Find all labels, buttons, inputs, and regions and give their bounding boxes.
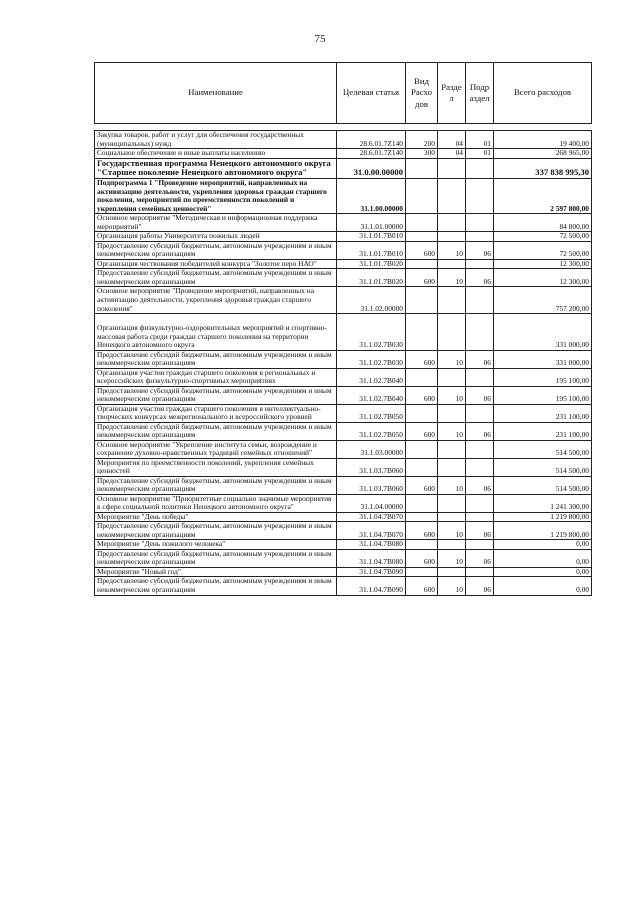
row-section bbox=[438, 259, 466, 269]
row-subsection: 06 bbox=[466, 422, 494, 440]
row-section: 10 bbox=[438, 422, 466, 440]
table-body bbox=[95, 124, 592, 596]
row-subsection: 06 bbox=[466, 476, 494, 494]
header-name: Наименование bbox=[95, 63, 337, 124]
row-subsection: 01 bbox=[466, 131, 494, 149]
table-row bbox=[95, 179, 592, 214]
row-amount: 2 597 800,00 bbox=[494, 179, 592, 214]
row-section bbox=[438, 494, 466, 512]
row-name: Основное мероприятие "Методическая и информационная поддержка мероприятий" bbox=[95, 214, 337, 232]
row-expense-type bbox=[406, 368, 438, 386]
row-amount: 12 300,00 bbox=[494, 269, 592, 287]
table-row bbox=[95, 386, 592, 404]
row-name: Мероприятие "День пожилого человека" bbox=[95, 540, 337, 550]
row-section bbox=[438, 214, 466, 232]
row-name: Предоставление субсидий бюджетным, автономным учреждениям и иным некоммерческим организациям bbox=[95, 422, 337, 440]
row-subsection bbox=[466, 179, 494, 214]
row-expense-type bbox=[406, 287, 438, 314]
row-name: Закупка товаров, работ и услуг для обеспечения государственных (муниципальных) нужд bbox=[95, 131, 337, 149]
row-expense-type bbox=[406, 214, 438, 232]
row-target-article: 31.1.03.00000 bbox=[337, 440, 406, 458]
row-subsection bbox=[466, 440, 494, 458]
row-expense-type: 600 bbox=[406, 350, 438, 368]
table-row bbox=[95, 287, 592, 314]
row-name: Предоставление субсидий бюджетным, автономным учреждениям и иным некоммерческим организациям bbox=[95, 522, 337, 540]
row-subsection bbox=[466, 404, 494, 422]
row-subsection: 06 bbox=[466, 269, 494, 287]
row-target-article: 31.1.01.7В020 bbox=[337, 269, 406, 287]
table-row bbox=[95, 549, 592, 567]
row-amount: 195 100,00 bbox=[494, 386, 592, 404]
row-section bbox=[438, 287, 466, 314]
row-amount: 0,00 bbox=[494, 549, 592, 567]
row-subsection: 01 bbox=[466, 149, 494, 159]
row-expense-type bbox=[406, 179, 438, 214]
row-target-article: 31.1.03.7В060 bbox=[337, 476, 406, 494]
row-target-article: 31.1.02.7В030 bbox=[337, 314, 406, 351]
row-subsection bbox=[466, 259, 494, 269]
row-target-article: 28.6.01.7Z140 bbox=[337, 131, 406, 149]
row-amount: 757 200,00 bbox=[494, 287, 592, 314]
row-name: Предоставление субсидий бюджетным, автономным учреждениям и иным некоммерческим организациям bbox=[95, 386, 337, 404]
row-amount: 1 219 800,00 bbox=[494, 512, 592, 522]
row-name: Основное мероприятие "Укрепление института семьи, возрождение и сохранение духовно-нравственных традиций семейных отношений" bbox=[95, 440, 337, 458]
row-section bbox=[438, 404, 466, 422]
row-target-article: 31.1.00.00000 bbox=[337, 179, 406, 214]
table-row bbox=[95, 350, 592, 368]
row-subsection: 06 bbox=[466, 386, 494, 404]
row-name: Организация физкультурно-оздоровительных мероприятий и спортивно-массовая работа среди граждан старшего поколения на территории Ненецкого автономного округа bbox=[95, 314, 337, 351]
table-header-row bbox=[95, 63, 592, 124]
row-target-article: 31.1.02.7В050 bbox=[337, 404, 406, 422]
row-amount: 514 500,00 bbox=[494, 476, 592, 494]
row-section: 10 bbox=[438, 241, 466, 259]
row-amount: 19 400,00 bbox=[494, 131, 592, 149]
row-target-article: 31.1.01.7В020 bbox=[337, 259, 406, 269]
table-row bbox=[95, 149, 592, 159]
row-expense-type bbox=[406, 494, 438, 512]
row-expense-type: 600 bbox=[406, 522, 438, 540]
row-amount: 231 100,00 bbox=[494, 422, 592, 440]
row-subsection: 06 bbox=[466, 350, 494, 368]
row-name: Государственная программа Ненецкого автономного округа "Старшее поколение Ненецкого автономного округа" bbox=[95, 158, 337, 179]
table-row bbox=[95, 368, 592, 386]
header-target-article: Целевая статья bbox=[337, 63, 406, 124]
table-row bbox=[95, 131, 592, 149]
row-subsection bbox=[466, 287, 494, 314]
row-target-article: 31.1.04.7В080 bbox=[337, 549, 406, 567]
row-expense-type: 300 bbox=[406, 149, 438, 159]
row-name: Основное мероприятие "Приоритетные социально значимые мероприятия в сфере социальной политики Ненецкого автономного округа" bbox=[95, 494, 337, 512]
row-name: Организация участия граждан старшего поколения в интеллектуально-творческих конкурсах межрегионального и всероссийского уровней bbox=[95, 404, 337, 422]
row-section bbox=[438, 440, 466, 458]
row-target-article: 31.1.01.00000 bbox=[337, 214, 406, 232]
table-row bbox=[95, 577, 592, 595]
table-row bbox=[95, 422, 592, 440]
row-name: Мероприятие "День победы" bbox=[95, 512, 337, 522]
row-expense-type bbox=[406, 259, 438, 269]
row-name: Предоставление субсидий бюджетным, автономным учреждениям и иным некоммерческим организациям bbox=[95, 549, 337, 567]
header-section: Разде л bbox=[438, 63, 466, 124]
row-target-article: 31.1.01.7В010 bbox=[337, 241, 406, 259]
row-section bbox=[438, 314, 466, 351]
row-target-article: 31.1.04.7В090 bbox=[337, 567, 406, 577]
row-amount: 0,00 bbox=[494, 577, 592, 595]
row-section bbox=[438, 158, 466, 179]
row-target-article: 31.1.04.7В090 bbox=[337, 577, 406, 595]
row-name: Организация работы Университета пожилых людей bbox=[95, 232, 337, 242]
row-expense-type bbox=[406, 458, 438, 476]
row-target-article: 31.1.02.7В030 bbox=[337, 350, 406, 368]
row-section bbox=[438, 232, 466, 242]
row-amount: 1 219 800,00 bbox=[494, 522, 592, 540]
table-row bbox=[95, 494, 592, 512]
row-section: 04 bbox=[438, 131, 466, 149]
row-name: Мероприятия по преемственности поколений, укрепления семейных ценностей bbox=[95, 458, 337, 476]
row-name: Организация чествования победителей конкурса "Золотое перо НАО" bbox=[95, 259, 337, 269]
row-expense-type: 600 bbox=[406, 422, 438, 440]
row-expense-type bbox=[406, 567, 438, 577]
row-subsection bbox=[466, 567, 494, 577]
row-section: 10 bbox=[438, 577, 466, 595]
header-total: Всего расходов bbox=[494, 63, 592, 124]
table-row bbox=[95, 232, 592, 242]
row-section bbox=[438, 512, 466, 522]
row-expense-type: 200 bbox=[406, 131, 438, 149]
row-subsection bbox=[466, 368, 494, 386]
row-target-article: 31.0.00.00000 bbox=[337, 158, 406, 179]
page-number: 75 bbox=[314, 33, 326, 45]
row-amount: 0,00 bbox=[494, 540, 592, 550]
row-expense-type: 600 bbox=[406, 269, 438, 287]
row-expense-type: 600 bbox=[406, 241, 438, 259]
table-row bbox=[95, 476, 592, 494]
row-expense-type bbox=[406, 512, 438, 522]
table-row bbox=[95, 522, 592, 540]
row-subsection: 06 bbox=[466, 241, 494, 259]
header-expense-type: Вид Расхо дов bbox=[406, 63, 438, 124]
row-target-article: 31.1.01.7В010 bbox=[337, 232, 406, 242]
row-name: Предоставление субсидий бюджетным, автономным учреждениям и иным некоммерческим организациям bbox=[95, 350, 337, 368]
row-amount: 331 000,00 bbox=[494, 314, 592, 351]
row-target-article: 31.1.02.7В040 bbox=[337, 386, 406, 404]
table-row bbox=[95, 241, 592, 259]
row-section: 10 bbox=[438, 350, 466, 368]
row-subsection: 06 bbox=[466, 522, 494, 540]
row-expense-type: 600 bbox=[406, 386, 438, 404]
row-amount: 195 100,00 bbox=[494, 368, 592, 386]
row-amount: 337 838 995,30 bbox=[494, 158, 592, 179]
row-target-article: 31.1.02.7В050 bbox=[337, 422, 406, 440]
row-name: Предоставление субсидий бюджетным, автономным учреждениям и иным некоммерческим организациям bbox=[95, 476, 337, 494]
row-expense-type bbox=[406, 440, 438, 458]
row-name: Мероприятие "Новый год" bbox=[95, 567, 337, 577]
row-target-article: 31.1.03.7В060 bbox=[337, 458, 406, 476]
table-row bbox=[95, 314, 592, 351]
row-section: 10 bbox=[438, 386, 466, 404]
row-name: Организация участия граждан старшего поколения в региональных и всероссийских физкультурно-спортивных мероприятиях bbox=[95, 368, 337, 386]
table-row bbox=[95, 404, 592, 422]
row-subsection bbox=[466, 540, 494, 550]
table-row bbox=[95, 458, 592, 476]
table-row bbox=[95, 269, 592, 287]
row-subsection bbox=[466, 512, 494, 522]
row-target-article: 31.1.04.7В070 bbox=[337, 522, 406, 540]
table-row bbox=[95, 540, 592, 550]
row-subsection bbox=[466, 158, 494, 179]
row-expense-type: 600 bbox=[406, 476, 438, 494]
row-amount: 72 500,00 bbox=[494, 232, 592, 242]
row-name: Подпрограмма 1 "Проведение мероприятий, направленных на активизацию деятельности, укрепления здоровья граждан старшего поколения, мероприятий по преемственности поколений и укрепления семейных ценностей" bbox=[95, 179, 337, 214]
row-section: 10 bbox=[438, 522, 466, 540]
row-amount: 514 500,00 bbox=[494, 458, 592, 476]
row-section bbox=[438, 540, 466, 550]
row-section: 10 bbox=[438, 269, 466, 287]
row-section bbox=[438, 458, 466, 476]
row-expense-type bbox=[406, 314, 438, 351]
row-section: 10 bbox=[438, 549, 466, 567]
row-section: 10 bbox=[438, 476, 466, 494]
row-section: 04 bbox=[438, 149, 466, 159]
header-subsection: Подр аздел bbox=[466, 63, 494, 124]
row-name: Основное мероприятие "Проведение мероприятий, направленных на активизацию деятельности, укрепления здоровья граждан старшего поколения" bbox=[95, 287, 337, 314]
row-section bbox=[438, 179, 466, 214]
row-subsection bbox=[466, 314, 494, 351]
budget-table bbox=[94, 62, 592, 596]
row-target-article: 31.1.04.00000 bbox=[337, 494, 406, 512]
row-amount: 12 300,00 bbox=[494, 259, 592, 269]
table-row bbox=[95, 440, 592, 458]
row-amount: 331 000,00 bbox=[494, 350, 592, 368]
table-row bbox=[95, 214, 592, 232]
row-subsection bbox=[466, 458, 494, 476]
row-subsection bbox=[466, 232, 494, 242]
row-target-article: 31.1.02.7В040 bbox=[337, 368, 406, 386]
row-subsection bbox=[466, 494, 494, 512]
row-target-article: 31.1.04.7В070 bbox=[337, 512, 406, 522]
row-expense-type bbox=[406, 158, 438, 179]
row-expense-type bbox=[406, 232, 438, 242]
row-expense-type bbox=[406, 540, 438, 550]
row-expense-type bbox=[406, 404, 438, 422]
row-expense-type: 600 bbox=[406, 577, 438, 595]
row-target-article: 28.6.01.7Z140 bbox=[337, 149, 406, 159]
row-amount: 72 500,00 bbox=[494, 241, 592, 259]
row-amount: 268 965,00 bbox=[494, 149, 592, 159]
row-amount: 514 500,00 bbox=[494, 440, 592, 458]
row-expense-type: 600 bbox=[406, 549, 438, 567]
row-name: Социальное обеспечение и иные выплаты населению bbox=[95, 149, 337, 159]
row-target-article: 31.1.04.7В080 bbox=[337, 540, 406, 550]
row-amount: 84 800,00 bbox=[494, 214, 592, 232]
row-amount: 1 241 300,00 bbox=[494, 494, 592, 512]
row-name: Предоставление субсидий бюджетным, автономным учреждениям и иным некоммерческим организациям bbox=[95, 269, 337, 287]
row-amount: 231 100,00 bbox=[494, 404, 592, 422]
row-name: Предоставление субсидий бюджетным, автономным учреждениям и иным некоммерческим организациям bbox=[95, 241, 337, 259]
table-row bbox=[95, 158, 592, 179]
row-amount: 0,00 bbox=[494, 567, 592, 577]
row-subsection: 06 bbox=[466, 577, 494, 595]
row-target-article: 31.1.02.00000 bbox=[337, 287, 406, 314]
row-subsection bbox=[466, 214, 494, 232]
row-section bbox=[438, 368, 466, 386]
row-name: Предоставление субсидий бюджетным, автономным учреждениям и иным некоммерческим организациям bbox=[95, 577, 337, 595]
row-subsection: 06 bbox=[466, 549, 494, 567]
row-section bbox=[438, 567, 466, 577]
